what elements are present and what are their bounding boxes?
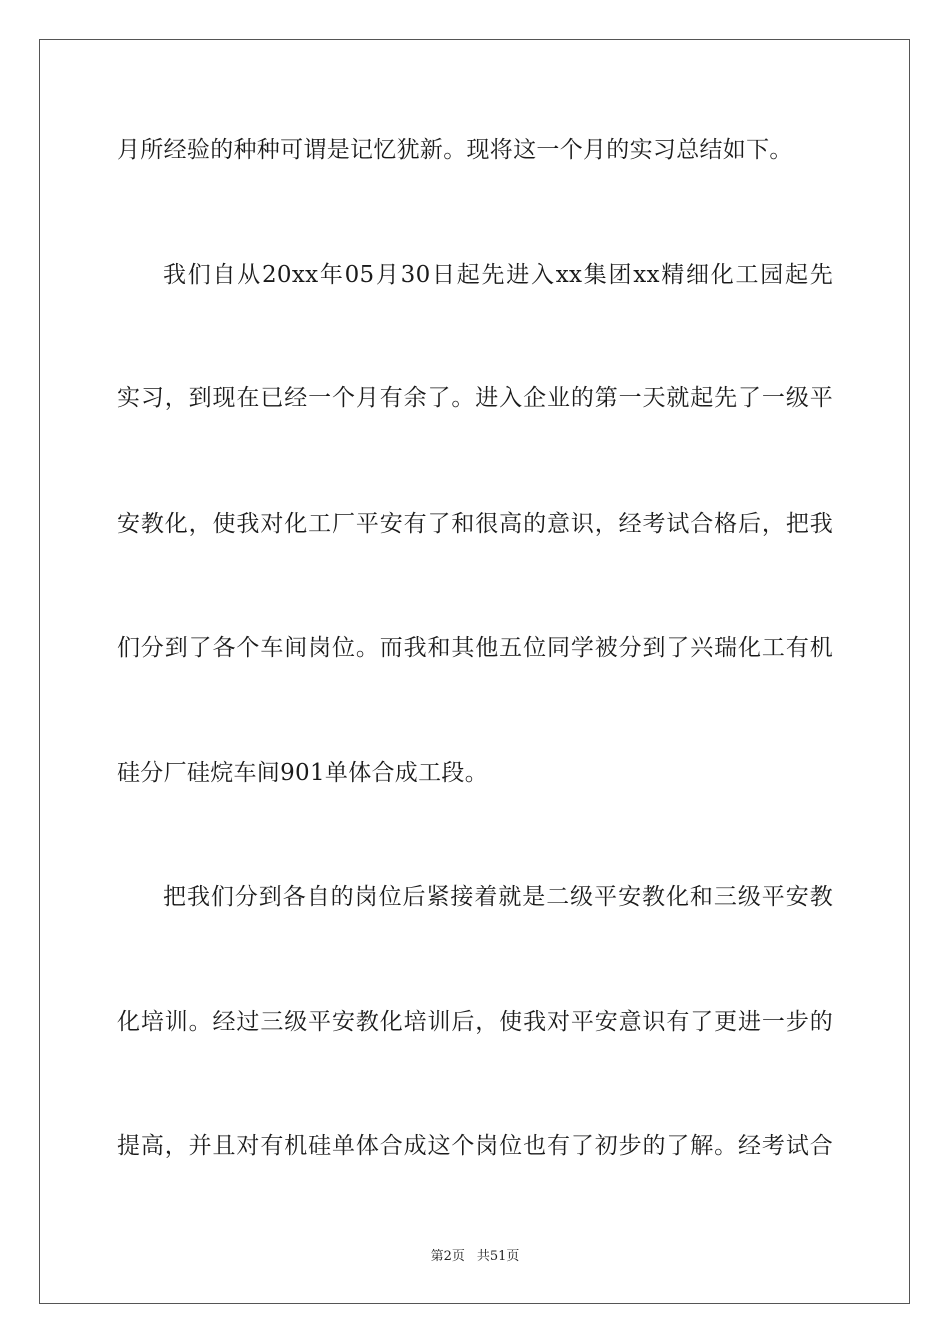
text-line-4: 安教化，使我对化工厂平安有了和很高的意识，经考试合格后，把我 bbox=[117, 511, 833, 537]
text-line-9: 提高，并且对有机硅单体合成这个岗位也有了初步的了解。经考试合 bbox=[117, 1133, 833, 1159]
text-line-2: 我们自从20xx年05月30日起先进入xx集团xx精细化工园起先 bbox=[163, 262, 833, 288]
page-number: 第2页 bbox=[430, 1249, 465, 1264]
text-line-7: 把我们分到各自的岗位后紧接着就是二级平安教化和三级平安教 bbox=[163, 884, 833, 910]
page-border bbox=[39, 39, 910, 1304]
page-footer bbox=[0, 1248, 950, 1266]
text-line-6: 硅分厂硅烷车间901单体合成工段。 bbox=[117, 760, 488, 786]
page-total: 共51页 bbox=[476, 1249, 520, 1264]
text-line-5: 们分到了各个车间岗位。而我和其他五位同学被分到了兴瑞化工有机 bbox=[117, 635, 833, 661]
text-line-3: 实习，到现在已经一个月有余了。进入企业的第一天就起先了一级平 bbox=[117, 385, 833, 411]
text-line-8: 化培训。经过三级平安教化培训后，使我对平安意识有了更进一步的 bbox=[117, 1009, 833, 1035]
text-line-1: 月所经验的种种可谓是记忆犹新。现将这一个月的实习总结如下。 bbox=[117, 137, 793, 163]
